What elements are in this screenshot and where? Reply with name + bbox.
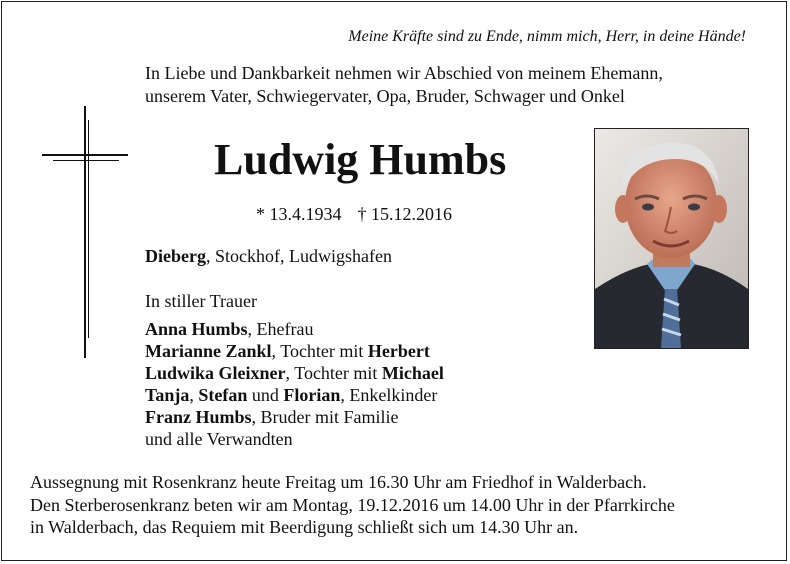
mourner-name: Franz Humbs — [145, 407, 252, 427]
mourner-role: , Tochter mit — [271, 341, 368, 361]
mourners-list — [145, 290, 444, 450]
cross-vertical-inner-bar — [88, 120, 89, 338]
motto: Meine Kräfte sind zu Ende, nimm mich, Herr, in deine Hände! — [348, 28, 746, 45]
death-date: † 15.12.2016 — [357, 204, 452, 224]
service-notice — [30, 471, 675, 539]
portrait-photo — [594, 128, 749, 349]
place-primary: Dieberg — [145, 246, 206, 266]
cross-horizontal-inner-bar — [53, 160, 119, 161]
mourner-role: , Tochter mit — [285, 363, 382, 383]
mourner-relatives: und alle Verwandten — [145, 429, 293, 449]
mourner-name: Ludwika Gleixner — [145, 363, 286, 383]
mourners-heading: In stiller Trauer — [145, 291, 257, 311]
mourner-anna — [145, 318, 444, 340]
places — [145, 246, 392, 267]
cross-vertical-bar — [84, 106, 86, 358]
mourner-role: , Ehefrau — [247, 319, 314, 339]
birth-date: * 13.4.1934 — [256, 204, 342, 224]
intro-line-1: In Liebe und Dankbarkeit nehmen wir Abschied von meinem Ehemann, — [145, 63, 663, 83]
mourner-grandchildren — [145, 384, 444, 406]
mourner-partner: Michael — [381, 363, 444, 383]
mourner-role: , Bruder mit Familie — [251, 407, 399, 427]
place-others: , Stockhof, Ludwigshafen — [205, 246, 392, 266]
notice-line-1: Aussegnung mit Rosenkranz heute Freitag um 16.30 Uhr am Friedhof in Walderbach. — [30, 472, 647, 492]
intro-line-2: unserem Vater, Schwiegervater, Opa, Bruder, Schwager und Onkel — [145, 86, 625, 106]
mourner-ludwika — [145, 362, 444, 384]
mourner-role: , Enkelkinder — [340, 385, 438, 405]
notice-line-2: Den Sterberosenkranz beten wir am Montag, 19.12.2016 um 14.00 Uhr in der Pfarrkirche — [30, 494, 675, 515]
intro-text — [145, 62, 663, 108]
notice-line-3: in Walderbach, das Requiem mit Beerdigung schließt sich um 14.30 Uhr an. — [30, 517, 579, 537]
grandchild-name: Florian — [283, 385, 341, 405]
mourner-name: Marianne Zankl — [145, 341, 272, 361]
life-dates — [256, 204, 452, 225]
mourner-partner: Herbert — [367, 341, 430, 361]
deceased-name: Ludwig Humbs — [214, 135, 507, 184]
separator: , — [189, 385, 199, 405]
grandchild-name: Stefan — [198, 385, 248, 405]
obituary-card — [1, 1, 787, 561]
mourner-franz — [145, 406, 444, 428]
mourner-name: Anna Humbs — [145, 319, 248, 339]
grandchild-name: Tanja — [145, 385, 190, 405]
cross-horizontal-bar — [42, 154, 128, 156]
mourner-marianne — [145, 340, 444, 362]
separator: und — [247, 385, 284, 405]
